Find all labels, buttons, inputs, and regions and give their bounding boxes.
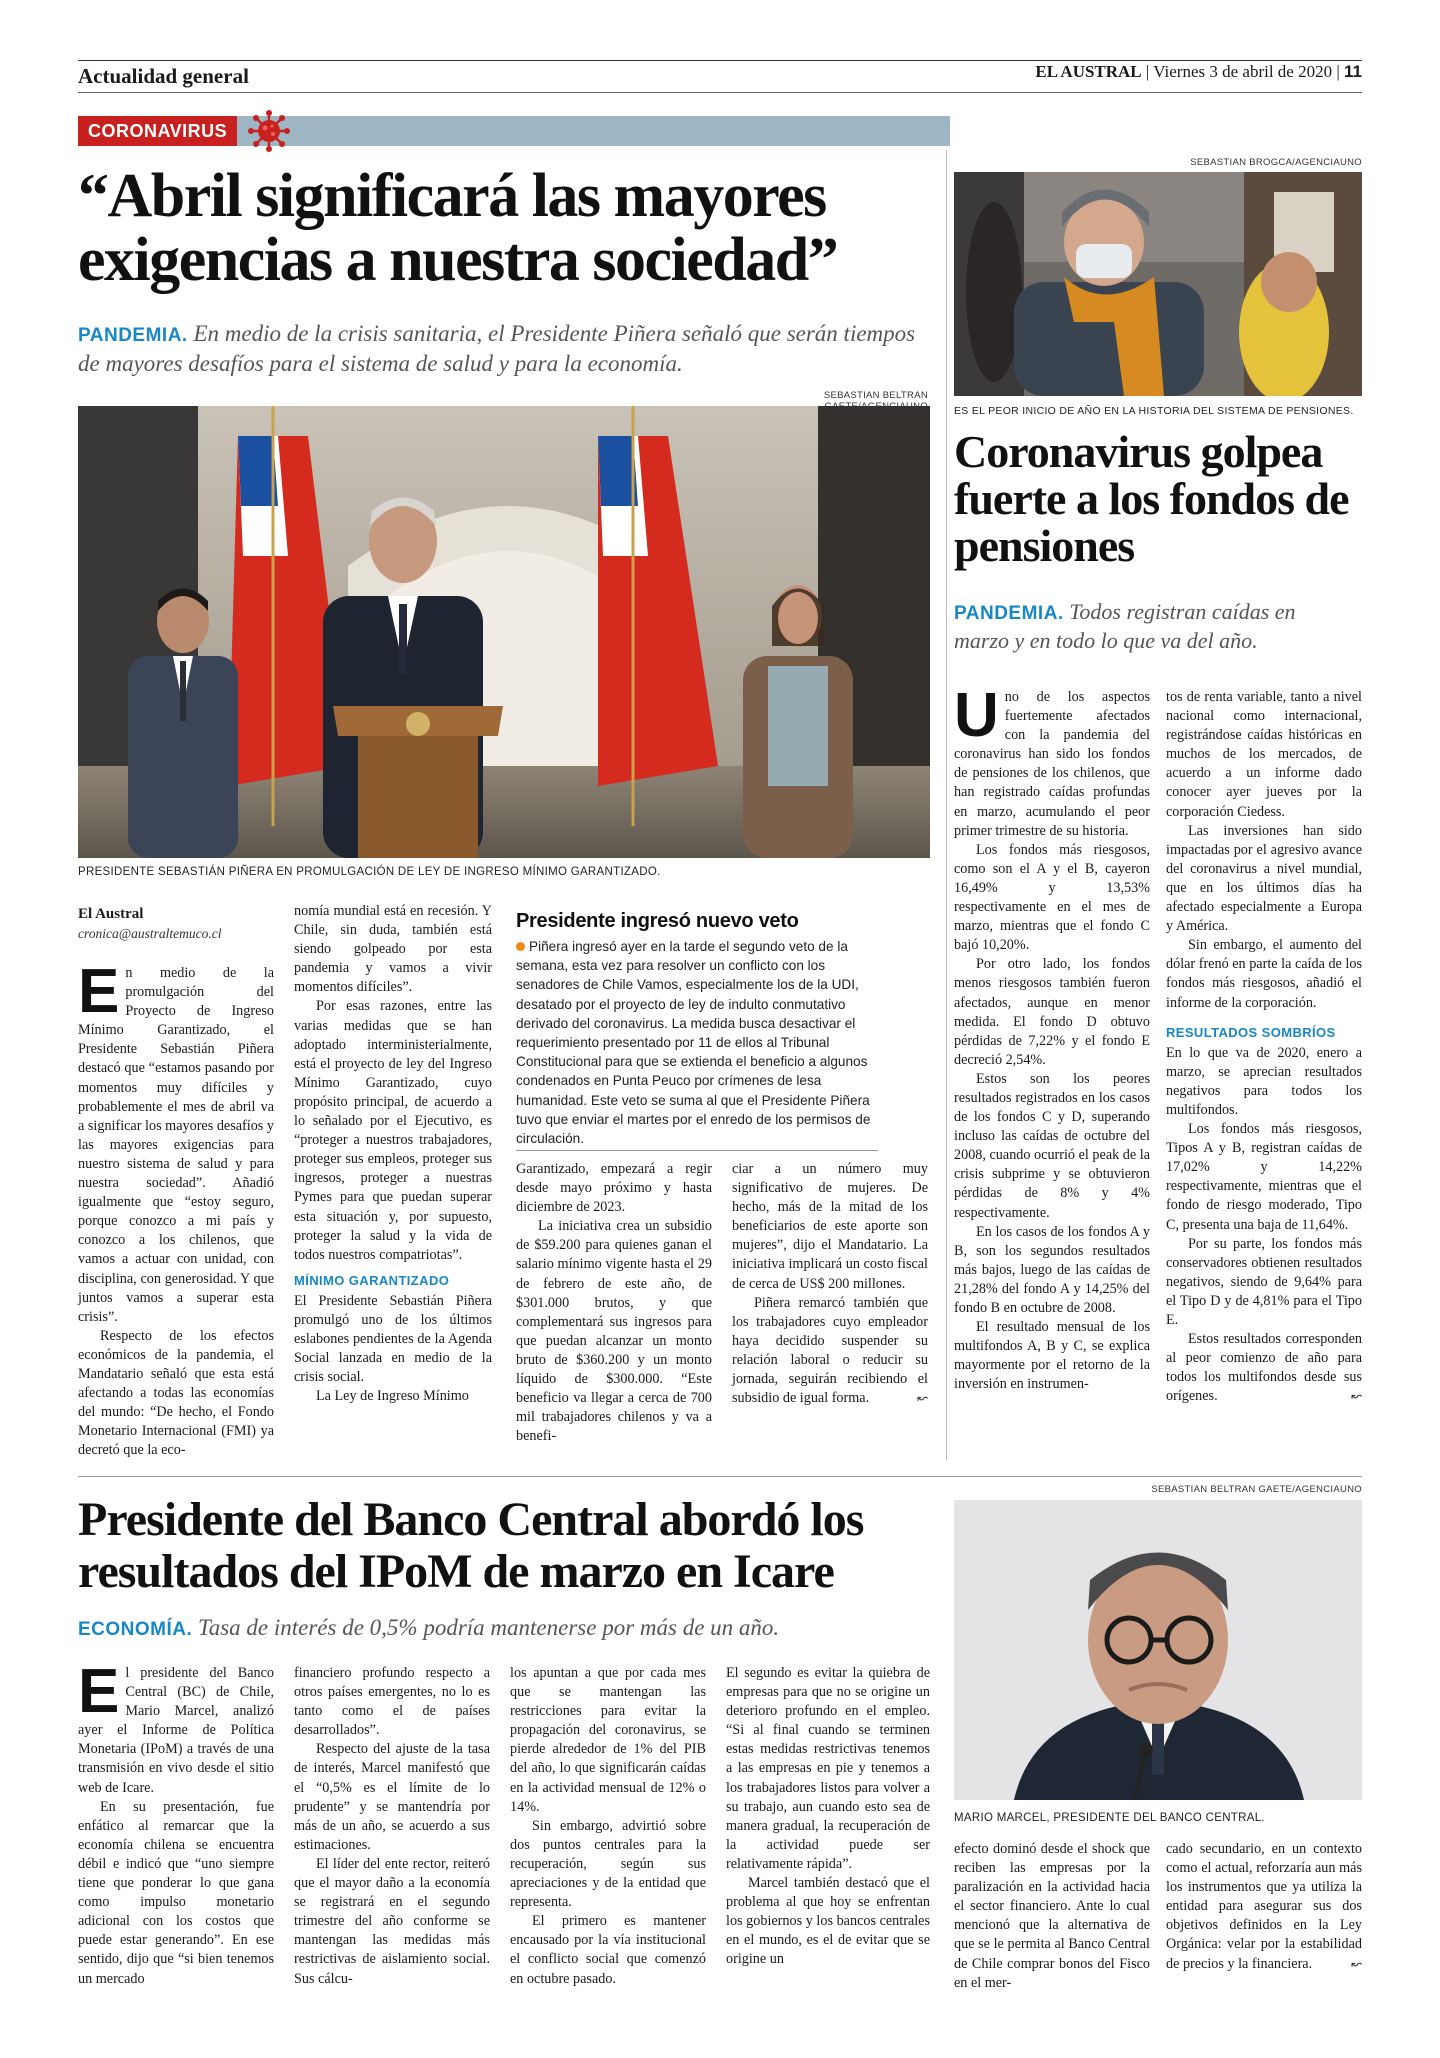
drop-cap: E: [78, 1657, 120, 1726]
bottom-lead: [78, 1614, 958, 1644]
box-rule: [516, 1150, 878, 1151]
paragraph: En los casos de los fondos A y B, son los segundos resultados más bajos, luego de las caídas de 21,28% del fondo A y 14,25% del fondo B en octubre de 2008.: [954, 1223, 1150, 1316]
box-title: Presidente ingresó nuevo veto: [516, 910, 799, 932]
paragraph: Estos son los peores resultados registrados en los casos de los fondos C y D, superando incluso las caídas de octubre del 2008, cuando ocurrió el peak de la crisis subprime y se obtuvieron pérdidas de 8% y 4% respectivamente.: [954, 1070, 1150, 1221]
page-header-info: EL AUSTRAL | Viernes 3 de abril de 2020 | 11: [1035, 62, 1362, 81]
main-photo-caption: PRESIDENTE SEBASTIÁN PIÑERA EN PROMULGACIÓN DE LEY DE INGRESO MÍNIMO GARANTIZADO.: [78, 866, 661, 878]
paragraph: Estos resultados corresponden al peor comienzo de año para todos los multifondos desde sus orígenes. ↜: [1166, 1330, 1362, 1406]
bottom-headline: Presidente del Banco Central abordó los resultados del IPoM de marzo en Icare: [78, 1493, 864, 1598]
side-lead: [954, 598, 1354, 654]
paragraph: El resultado mensual de los multifondos A, B y C, se explica mayormente por el retorno de la inversión en instrumen-: [954, 1319, 1150, 1393]
subhead: RESULTADOS SOMBRÍOS: [1166, 1024, 1336, 1040]
drop-cap: U: [954, 681, 999, 750]
paragraph: efecto dominó desde el shock que reciben las empresas por la paralización en la actividad hacia el sector financiero. Ante lo cual mencionó que la alternativa de que se le permita al Banco Central de Chile comprar bonos del Fisco en el mer-: [954, 1841, 1150, 1991]
end-mark-icon: ↜: [917, 1391, 928, 1407]
paragraph: Sin embargo, el aumento del dólar frenó en parte la caída de los fondos más riesgosos, añadió el informe de la corporación.: [1166, 937, 1362, 1011]
paragraph: El líder del ente rector, reiteró que el mayor daño a la economía se registrará en el segundo trimestre del año conforme se mantengan las medidas más restrictivas de aislamiento social. Sus cálcu-: [294, 1855, 490, 1987]
paragraph: Respecto del ajuste de la tasa de interés, Marcel manifestó que el “0,5% es el límite de lo prudente” y se mantendría por más de un año, se acuerdo a sus estimaciones.: [294, 1741, 490, 1853]
section-title: Actualidad general: [78, 64, 249, 88]
bottom-photo-credit: SEBASTIAN BELTRAN GAETE/AGENCIAUNO: [1151, 1484, 1362, 1495]
side-lead-tag: PANDEMIA.: [954, 603, 1064, 624]
byline-email[interactable]: cronica@australtemuco.cl: [78, 926, 222, 941]
side-photo-caption: ES EL PEOR INICIO DE AÑO EN LA HISTORIA DEL SISTEMA DE PENSIONES.: [954, 405, 1354, 417]
main-lead: [78, 320, 938, 378]
paragraph: Por su parte, los fondos más conservadores obtienen resultados negativos, siendo de 9,64% para el Tipo D y de 4,81% para el Tipo E.: [1166, 1235, 1362, 1328]
paragraph: Garantizado, empezará a regir desde mayo próximo y hasta diciembre de 2023.: [516, 1161, 712, 1216]
paragraph: Piñera remarcó también que los trabajadores cuyo empleador haya decidido suspender su relación laboral o reducir su jornada, seguirán recibiendo el subsidio de igual forma. ↜: [732, 1294, 928, 1409]
bottom-col-6: [1166, 1840, 1362, 1974]
byline: El Austral: [78, 906, 144, 922]
bottom-col-5: [954, 1840, 1150, 1993]
main-col-2: [294, 902, 492, 1406]
paragraph: tos de renta variable, tanto a nivel nacional como internacional, registrándose caídas históricas en muchos de los mercados, de acuerdo a un informe dado conocer ayer jueves por la corporación Ciedess.: [1166, 689, 1362, 820]
paragraph: Los fondos más riesgosos, como son el A y el B, cayeron 16,49% y 13,53% respectivamente en el mes de marzo, mientras que el fondo C bajó 10,20%.: [954, 841, 1150, 954]
section-divider: [78, 1476, 1362, 1477]
paragraph: Respecto de los efectos económicos de la pandemia, el Mandatario señaló que esta está afectando a todas las economías del mundo: “De hecho, el Fondo Monetario Internacional (FMI) ya decretó que la eco-: [78, 1327, 274, 1459]
main-headline: “Abril significará las mayores exigencias a nuestra sociedad”: [78, 162, 838, 294]
bottom-col-4: [726, 1664, 930, 1970]
paragraph: no de los aspectos fuertemente afectados con la pandemia del coronavirus han sido los fondos de pensiones de los chilenos, que han registrado caídas profundas en marzo, acumulando el peor primer trimestre de su historia.: [954, 689, 1150, 839]
paragraph: El segundo es evitar la quiebra de empresas para que no se origine un deterioro profundo en el empleo. “Si al final cuando se terminen estas medidas restrictivas tenemos a las empresas en pie y tenemos a los trabajadores listos para volver a su trabajo, aun cuando esto sea de manera gradual, la recuperación de la actividad puede ser relativamente rápida”.: [726, 1665, 930, 1872]
bullet-dot-icon: [516, 942, 525, 951]
subhead: MÍNIMO GARANTIZADO: [294, 1272, 450, 1288]
bottom-lead-text: Tasa de interés de 0,5% podría mantenerse por más de un año.: [198, 1615, 780, 1640]
bottom-col-1: [78, 1657, 274, 1989]
kicker-label: CORONAVIRUS: [78, 116, 237, 146]
bottom-photo: [954, 1500, 1362, 1800]
paragraph: nomía mundial está en recesión. Y Chile, sin duda, también está siendo golpeado por esta pandemia y vamos a vivir momentos difíciles”.: [294, 903, 492, 996]
main-lead-text: En medio de la crisis sanitaria, el Presidente Piñera señaló que serán tiempos de mayores desafíos para el sistema de salud y para la economía.: [78, 321, 916, 376]
side-col-2: [1166, 688, 1362, 1406]
paragraph: Sin embargo, advirtió sobre dos puntos centrales para la recuperación, según sus apreciaciones y de la entidad que representa.: [510, 1817, 706, 1911]
side-lead-text: Todos registran caídas en marzo y en todo lo que va del año.: [954, 599, 1296, 653]
side-headline: Coronavirus golpea fuerte a los fondos de pensiones: [954, 426, 1349, 571]
main-photo: [78, 406, 930, 858]
paragraph: n medio de la promulgación del Proyecto de Ingreso Mínimo Garantizado, el Presidente Sebastián Piñera destacó que “estamos pasando por momentos muy difíciles y probablemente el mes de abril va a significar los mayores desafíos y las mayores exigencias para nuestro sistema de salud y para nuestra sociedad”. Añadió igualmente que “estoy seguro, porque conozco a mi país y conozco a los chilenos, que vamos a actuar con unidad, con disciplina, con generosidad. Y que juntos vamos a superar esta crisis”.: [78, 965, 274, 1325]
end-mark-icon: ↜: [1351, 1389, 1362, 1405]
virus-icon: [248, 110, 290, 152]
paragraph: El primero es mantener encausado por la vía institucional el conflicto social que comenzó en octubre pasado.: [510, 1913, 706, 1987]
bottom-col-3: [510, 1664, 706, 1989]
side-photo-credit: SEBASTIAN BROGCA/AGENCIAUNO: [1190, 157, 1362, 168]
bottom-lead-tag: ECONOMÍA.: [78, 1619, 193, 1640]
side-col-1: [954, 681, 1150, 1394]
box-body: Piñera ingresó ayer en la tarde el segundo veto de la semana, esta vez para resolver un conflicto con los senadores de Chile Vamos, especialmente los de la UDI, desatado por el proyecto de ley de indulto conmutativo derivado del coronavirus. La medida busca desactivar el requerimiento presentado por 11 de ellos al Tribunal Constitucional para que se extienda el beneficio a algunos condenados en Punta Peuco por crímenes de lesa humanidad. Este veto se suma al que el Presidente Piñera tuvo que enviar el martes por el enredo de los permisos de circulación.: [516, 939, 871, 1147]
main-col-1: [78, 957, 274, 1460]
paragraph: Los fondos más riesgosos, Tipos A y B, registran caídas de 17,02% y 14,22% respectivamente, mientras que el fondo de riesgo moderado, Tipo C, presenta una baja de 11,64%.: [1166, 1121, 1362, 1233]
main-col-3: [516, 1160, 712, 1446]
header-top-rule: [78, 60, 1362, 61]
paragraph: los apuntan a que por cada mes que se mantengan las restricciones para evitar la propagación del coronavirus, se pierde alrededor de 1% del PIB del año, lo que significarán caídas en la actividad mensual de 12% o 14%.: [510, 1665, 706, 1815]
page-number: 11: [1344, 62, 1362, 81]
bottom-photo-caption: MARIO MARCEL, PRESIDENTE DEL BANCO CENTRAL.: [954, 1812, 1265, 1824]
sidebar-box: [516, 910, 878, 1148]
paragraph: En su presentación, fue enfático al remarcar que la economía chilena se encuentra débil e indicó que “uno siempre tiene que ponderar lo que gana como impulso monetario adicional con los costos que puede estar generando”. En ese sentido, dijo que “si bien tenemos un mercado: [78, 1798, 274, 1987]
paragraph: En lo que va de 2020, enero a marzo, se aprecian resultados negativos para todos los multifondos.: [1166, 1044, 1362, 1118]
column-divider: [946, 150, 947, 1460]
main-col-4: [732, 1160, 928, 1408]
paragraph: Marcel también destacó que el problema al que hoy se enfrentan los gobiernos y los bancos centrales en el mundo, es el de evitar que se origine un: [726, 1875, 930, 1968]
box-text: [516, 937, 878, 1148]
side-photo: [954, 172, 1362, 396]
paragraph: l presidente del Banco Central (BC) de Chile, Mario Marcel, analizó ayer el Informe de Política Monetaria (IPoM) a través de una transmisión en vivo desde el sitio web de Icare.: [78, 1665, 274, 1796]
paragraph: El Presidente Sebastián Piñera promulgó uno de los últimos eslabones pendientes de la Agenda Social lanzada en medio de la crisis social.: [294, 1292, 492, 1386]
paragraph: Por esas razones, entre las varias medidas que se han adoptado interministerialmente, está el proyecto de ley del Ingreso Mínimo Garantizado, cuyo propósito principal, de acuerdo a lo señalado por el Ejecutivo, es “proteger a nuestros trabajadores, proteger sus empleos, proteger sus ingresos, proteger a nuestras Pymes para que puedan superar esta situación y, por supuesto, proteger la salud y la vida de todos nuestros compatriotas”.: [294, 998, 492, 1263]
paper-name: EL AUSTRAL: [1035, 62, 1142, 81]
header-bottom-rule: [78, 92, 1362, 93]
paragraph: financiero profundo respecto a otros países emergentes, no lo es tanto como el de países desarrollados”.: [294, 1665, 490, 1739]
paragraph: La Ley de Ingreso Mínimo: [316, 1388, 469, 1405]
paragraph: Las inversiones han sido impactadas por el agresivo avance del coronavirus a nivel mundial, que en los últimos días ha afectado especialmente a Europa y América.: [1166, 822, 1362, 935]
issue-date: Viernes 3 de abril de 2020: [1153, 62, 1333, 81]
bottom-col-2: [294, 1664, 490, 1989]
paragraph: ciar a un número muy significativo de mujeres. De hecho, más de la mitad de los beneficiarios de este aporte son mujeres”, dijo el Mandatario. La iniciativa implicará un costo fiscal de cerca de US$ 200 millones.: [732, 1161, 928, 1292]
end-mark-icon: ↜: [1351, 1956, 1362, 1972]
paragraph: cado secundario, en un contexto como el actual, reforzaría aun más los instrumentos que ya utiliza la entidad para asegurar sus dos objetivos definidos en la Ley Orgánica: velar por la estabilidad de precios y la financiera.: [1166, 1841, 1362, 1972]
paragraph: Por otro lado, los fondos menos riesgosos también fueron afectados, aunque en menor medida. El fondo D obtuvo pérdidas de 7,22% y el fondo E decreció 2,54%.: [954, 956, 1150, 1068]
drop-cap: E: [78, 957, 120, 1026]
main-photo-credit: SEBASTIAN BELTRAN: [823, 390, 928, 401]
paragraph: La iniciativa crea un subsidio de $59.200 para quienes ganan el salario mínimo vigente hasta el 29 de febrero de este año, de $301.000 brutos, y que complementará sus ingresos para que puedan alcanzar un monto bruto de $360.200 y un monto líquido de $300.000. “Este beneficio va llegar a cerca de 700 mil trabajadores chilenos y va a benefi-: [516, 1218, 712, 1445]
main-lead-tag: PANDEMIA.: [78, 325, 188, 346]
